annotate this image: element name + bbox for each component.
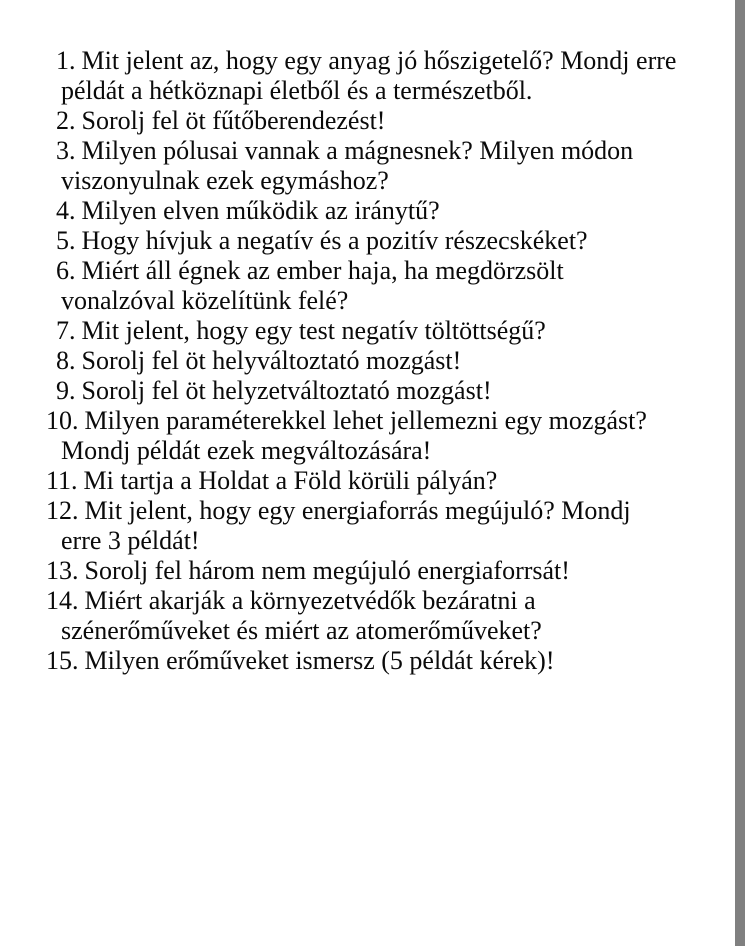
question-number: 5. [56, 226, 76, 255]
question-first-line [0, 646, 735, 676]
question-item [0, 136, 735, 196]
question-text: Milyen erőműveket ismersz (5 példát kérek)! [84, 646, 555, 675]
question-item [0, 346, 735, 376]
question-text: Sorolj fel öt fűtőberendezést! [81, 106, 386, 135]
question-item [0, 106, 735, 136]
question-wrapped-line: példát a hétköznapi életből és a természetből. [61, 76, 533, 105]
question-number: 1. [56, 46, 76, 75]
question-number: 7. [56, 316, 76, 345]
question-first-line [0, 346, 735, 376]
question-number: 15. [46, 646, 79, 675]
question-item [0, 586, 735, 646]
question-number: 12. [46, 496, 79, 525]
question-wrapped-line: viszonyulnak ezek egymáshoz? [61, 166, 389, 195]
question-wrapped-line: erre 3 példát! [61, 526, 200, 555]
question-number: 4. [56, 196, 76, 225]
scrollbar[interactable] [735, 0, 745, 946]
question-number: 9. [56, 376, 76, 405]
question-text: Sorolj fel öt helyzetváltoztató mozgást! [81, 376, 492, 405]
question-first-line [0, 106, 735, 136]
question-text: Mit jelent, hogy egy test negatív töltöttségű? [81, 316, 546, 345]
question-text: Milyen paraméterekkel lehet jellemezni egy mozgást? [84, 406, 647, 435]
question-text: Milyen pólusai vannak a mágnesnek? Milyen módon [81, 136, 634, 165]
question-number: 2. [56, 106, 76, 135]
question-item [0, 256, 735, 316]
question-first-line [0, 46, 735, 76]
question-number: 10. [46, 406, 79, 435]
question-first-line [0, 196, 735, 226]
question-text: Sorolj fel három nem megújuló energiaforrsát! [84, 556, 570, 585]
question-number: 3. [56, 136, 76, 165]
question-item [0, 316, 735, 346]
question-text: Mit jelent, hogy egy energiaforrás megújuló? Mondj [84, 496, 631, 525]
question-text: Miért akarják a környezetvédők bezáratni a [84, 586, 536, 615]
question-first-line [0, 136, 735, 166]
question-wrapped-line: vonalzóval közelítünk felé? [61, 286, 349, 315]
question-first-line [0, 586, 735, 616]
question-first-line [0, 496, 735, 526]
question-first-line [0, 376, 735, 406]
question-first-line [0, 466, 735, 496]
question-text: Mit jelent az, hogy egy anyag jó hőszigetelő? Mondj erre [81, 46, 677, 75]
question-item [0, 496, 735, 556]
question-text: Miért áll égnek az ember haja, ha megdörzsölt [81, 256, 564, 285]
question-item [0, 556, 735, 586]
question-list [0, 46, 735, 676]
question-item [0, 466, 735, 496]
question-item [0, 376, 735, 406]
question-text: Hogy hívjuk a negatív és a pozitív részecskéket? [81, 226, 588, 255]
question-item [0, 406, 735, 466]
question-item [0, 196, 735, 226]
question-wrapped-line: szénerőműveket és miért az atomerőműveket? [61, 616, 542, 645]
question-number: 11. [46, 466, 78, 495]
question-item [0, 46, 735, 106]
question-text: Sorolj fel öt helyváltoztató mozgást! [81, 346, 462, 375]
question-number: 6. [56, 256, 76, 285]
question-first-line [0, 226, 735, 256]
question-item [0, 226, 735, 256]
question-first-line [0, 316, 735, 346]
question-number: 14. [46, 586, 79, 615]
question-number: 8. [56, 346, 76, 375]
question-first-line [0, 256, 735, 286]
question-text: Milyen elven működik az iránytű? [81, 196, 440, 225]
question-first-line [0, 556, 735, 586]
question-wrapped-line: Mondj példát ezek megváltozására! [61, 436, 432, 465]
question-text: Mi tartja a Holdat a Föld körüli pályán? [83, 466, 498, 495]
question-number: 13. [46, 556, 79, 585]
question-first-line [0, 406, 735, 436]
question-item [0, 646, 735, 676]
